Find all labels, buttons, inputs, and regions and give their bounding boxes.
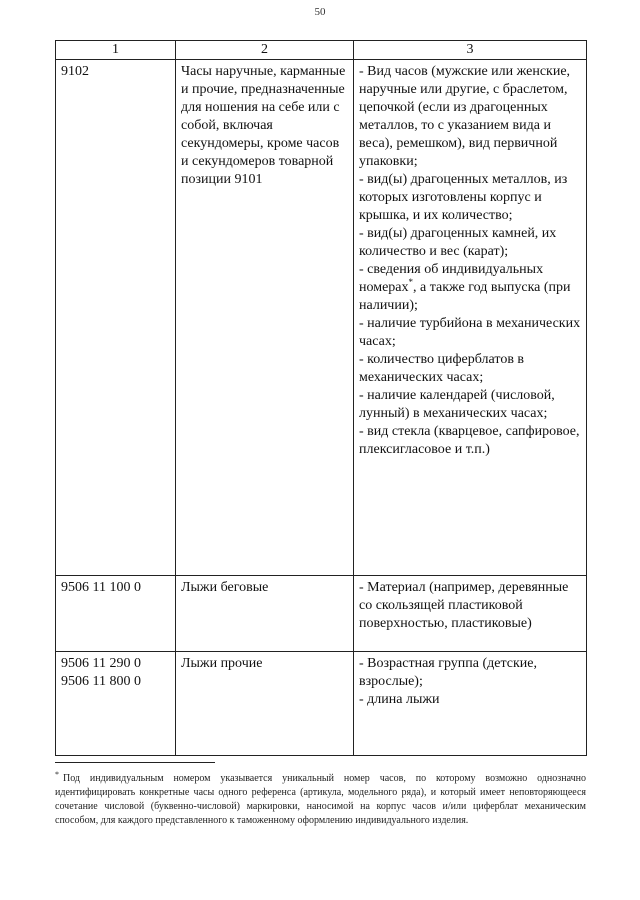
column-header: 2 xyxy=(176,41,354,60)
attributes-cell xyxy=(354,576,587,652)
footnote-divider xyxy=(55,762,215,763)
column-header: 1 xyxy=(56,41,176,60)
attribute-item: - наличие турбийона в механических часах; xyxy=(359,316,581,349)
table-header-row xyxy=(56,41,587,60)
goods-description: Лыжи прочие xyxy=(181,656,263,671)
attribute-item: - наличие календарей (числовой, лунный) в механических часах; xyxy=(359,388,555,421)
footnote-mark: * xyxy=(55,770,59,779)
attribute-item: - длина лыжи xyxy=(359,692,440,707)
attribute-item: - Материал (например, деревянные со скользящей пластиковой поверхностью, пластиковые) xyxy=(359,580,569,631)
commodity-code: 9102 xyxy=(61,64,89,79)
attribute-continuation: , а также год выпуска (при наличии); xyxy=(359,280,571,313)
footnote-text: Под индивидуальным номером указывается уникальный номер часов, по которому возможно однозначно идентифицировать конкретные часы одного референса (артикула, модельного ряда), и который имеет неповторяющееся сочетание числовой (буквенно-числовой) маркировки, наносимой на корпус часов и/или циферблат механическим способом, для каждого представленного к таможенному оформлению индивидуального изделия. xyxy=(55,773,586,826)
code-cell xyxy=(56,60,176,576)
commodity-code: 9506 11 100 0 xyxy=(61,580,141,595)
column-header: 3 xyxy=(354,41,587,60)
code-cell xyxy=(56,576,176,652)
table-row xyxy=(56,576,587,652)
attribute-item: - Возрастная группа (детские, взрослые); xyxy=(359,656,537,689)
attribute-item: - количество циферблатов в механических часах; xyxy=(359,352,525,385)
page-number: 50 xyxy=(314,6,326,18)
attribute-item: - сведения об индивидуальных номерах xyxy=(359,262,544,295)
attribute-item: - вид(ы) драгоценных металлов, из которых изготовлены корпус и крышка, и их количество; xyxy=(359,172,568,223)
description-cell xyxy=(176,576,354,652)
attributes-cell xyxy=(354,652,587,756)
classification-table xyxy=(55,40,587,756)
attribute-item: - вид стекла (кварцевое, сапфировое, плексигласовое и т.п.) xyxy=(359,424,580,457)
description-cell xyxy=(176,652,354,756)
attribute-item: - вид(ы) драгоценных камней, их количество и вес (карат); xyxy=(359,226,557,259)
attribute-item-with-footnote xyxy=(359,261,582,315)
table-row xyxy=(56,60,587,576)
goods-description: Часы наручные, карманные и прочие, предназначенные для ношения на себе или с собой, включая секундомеры, кроме часов и секундомеров товарной позиции 9101 xyxy=(181,64,346,187)
goods-description: Лыжи беговые xyxy=(181,580,269,595)
table-row xyxy=(56,652,587,756)
footnote-mark: * xyxy=(408,277,414,287)
attribute-item: - Вид часов (мужские или женские, наручные или другие, с браслетом, цепочкой (если из драгоценных металлов, то с указанием вида и веса), ремешком), вид первичной упаковки; xyxy=(359,64,571,169)
code-cell xyxy=(56,652,176,756)
commodity-code: 9506 11 800 0 xyxy=(61,674,141,689)
description-cell xyxy=(176,60,354,576)
attributes-cell xyxy=(354,60,587,576)
commodity-code: 9506 11 290 0 xyxy=(61,656,141,671)
footnote xyxy=(55,768,586,828)
